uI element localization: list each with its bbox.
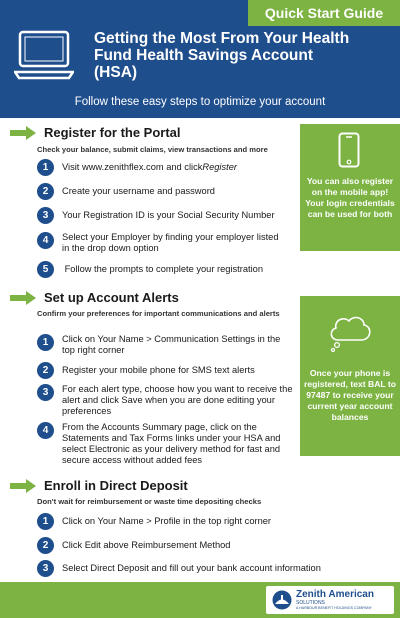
section-subtitle: Confirm your preferences for important communications and alerts: [37, 309, 280, 318]
arrow-right-icon: [10, 479, 36, 493]
section-title: Set up Account Alerts: [44, 290, 179, 305]
speech-bubble-icon: [328, 314, 372, 354]
step-number: 3: [37, 384, 54, 401]
section-alerts-header: [10, 290, 179, 305]
logo-name: Zenith American: [296, 589, 374, 600]
step-text: For each alert type, choose how you want to receive the alert and click Save when you are done editing your preferences: [62, 384, 293, 416]
step-number: 3: [37, 560, 54, 577]
step-item: [37, 362, 255, 379]
step-text: Click on Your Name > Profile in the top right corner: [62, 516, 272, 526]
step-item: [37, 159, 237, 176]
step-number: 3: [37, 207, 54, 224]
step-number: 2: [37, 362, 54, 379]
step-item: [37, 207, 275, 224]
step-item: [37, 183, 215, 200]
step-item: [37, 513, 271, 530]
section-title: Enroll in Direct Deposit: [44, 478, 188, 493]
callout-text: You can also register on the mobile app! Your login credentials can be used for both: [305, 176, 395, 219]
callout-text: Once your phone is registered, text BAL to 97487 to receive your current year account balances: [304, 368, 397, 422]
logo-solutions: SOLUTIONS: [296, 600, 325, 606]
step-number: 2: [37, 537, 54, 554]
section-subtitle: Don't wait for reimbursement or waste time depositing checks: [37, 497, 262, 506]
mobile-app-callout: [300, 124, 400, 251]
step-text: Click on Your Name > Communication Settings in the top right corner: [62, 334, 281, 355]
text-alert-callout: [300, 296, 400, 456]
step-number: 5: [37, 261, 54, 278]
quick-start-badge: Quick Start Guide: [248, 0, 400, 26]
step-item: [37, 422, 294, 466]
step-text: Select your Employer by finding your employer listed in the drop down option: [62, 232, 279, 253]
step-number: 4: [37, 232, 54, 249]
section-title: Register for the Portal: [44, 125, 181, 140]
step-text: Register your mobile phone for SMS text alerts: [62, 365, 255, 375]
step-item: [37, 384, 294, 417]
step-number: 1: [37, 513, 54, 530]
step-text: From the Accounts Summary page, click on the Statements and Tax Forms links under your HSA and select Electronic as your delivery method for fast and secure access without added fees: [62, 422, 281, 465]
step-text: Your Registration ID is your Social Security Number: [62, 210, 275, 220]
arrow-right-icon: [10, 291, 36, 305]
step-number: 1: [37, 334, 54, 351]
step-text: Click Edit above Reimbursement Method: [62, 540, 231, 550]
step-number: 1: [37, 159, 54, 176]
step-text: Create your username and password: [62, 186, 215, 196]
company-logo: [266, 586, 394, 614]
section-deposit-header: [10, 478, 188, 493]
step-text: Follow the prompts to complete your registration: [62, 264, 264, 274]
step-number: 4: [37, 422, 54, 439]
logo-emblem-icon: [272, 589, 292, 611]
step-item: [37, 334, 292, 356]
step-item: [37, 232, 282, 254]
smartphone-icon: [338, 132, 360, 168]
page-subtitle: Follow these easy steps to optimize your account: [74, 96, 326, 108]
step-text: Visit www.zenithflex.com and clickRegister: [62, 162, 237, 172]
step-item: [37, 537, 230, 554]
arrow-right-icon: [10, 126, 36, 140]
section-register-header: [10, 125, 181, 140]
step-item: [37, 261, 263, 278]
step-item: [37, 560, 321, 577]
section-subtitle: Check your balance, submit claims, view transactions and more: [37, 145, 268, 154]
step-number: 2: [37, 183, 54, 200]
step-text: Select Direct Deposit and fill out your bank account information: [62, 563, 321, 573]
page-title: Getting the Most From Your Health Fund Health Savings Account (HSA): [94, 30, 350, 81]
laptop-icon: [14, 28, 74, 82]
logo-tagline: A HARBOUR BENEFIT HOLDINGS COMPANY: [296, 606, 372, 610]
